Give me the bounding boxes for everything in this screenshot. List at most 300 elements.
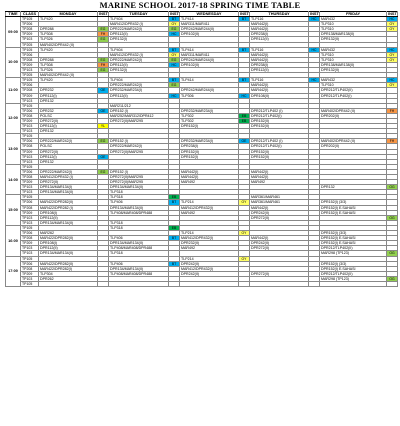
friday-course-cell: DPR212/TLP402(II): [320, 88, 387, 93]
tuesday-instructor-cell: EG: [169, 27, 180, 32]
thursday-course-cell: TLP116: [250, 47, 309, 52]
classroom-cell: TP206: [21, 108, 39, 113]
tuesday-course-cell: DPR152 (I): [109, 139, 169, 144]
monday-course-cell: TLP326: [39, 37, 98, 42]
tuesday-course-cell: DPR134/MAR134(II): [109, 185, 169, 190]
monday-course-cell: DPR262: [39, 276, 98, 281]
tuesday-course-cell: DPR222/MAR242(I): [109, 57, 169, 62]
monday-course-cell: MAR422/DPR282(II): [39, 261, 98, 266]
tuesday-course-cell: DPR134/MAR134(II): [109, 241, 169, 246]
wednesday-course-cell: MAR311/MAR411: [180, 22, 239, 27]
thursday-course-cell: TLP116: [250, 17, 309, 22]
friday-instructor-cell: OY: [387, 27, 398, 32]
friday-instructor-cell: HC: [387, 47, 398, 52]
thursday-course-cell: MAR361/MAR461: [250, 195, 309, 200]
header-friday: FRIDAY: [320, 12, 387, 17]
monday-course-cell: DPR108(I): [39, 210, 98, 215]
friday-course-cell: DPR212/TLP402(II): [320, 271, 387, 276]
thursday-course-cell: MAR442(I): [250, 52, 309, 57]
tuesday-instructor-cell: EG: [169, 57, 180, 62]
friday-course-cell: DPR132(II): [320, 68, 387, 73]
thursday-course-cell: DPR152(II): [250, 124, 309, 129]
monday-course-cell: MAR422/DPR282(II): [39, 200, 98, 205]
wednesday-course-cell: MAR492: [180, 180, 239, 185]
friday-course-cell: DPR152(I) E.SAHASI: [320, 241, 387, 246]
classroom-cell: TP208: [21, 27, 39, 32]
friday-instructor-cell: OY: [387, 52, 398, 57]
classroom-cell: TP206: [21, 52, 39, 57]
classroom-cell: TP209: [21, 241, 39, 246]
thursday-course-cell: DPR272(II): [250, 246, 309, 251]
thursday-course-cell: DPR272(II): [250, 215, 309, 220]
classroom-cell: TP105: [21, 256, 39, 261]
classroom-cell: TP206: [21, 200, 39, 205]
header-time: TIME: [6, 12, 21, 17]
friday-course-cell: DPR138/MAR138(II): [320, 32, 387, 37]
thursday-course-cell: DPR272(II): [250, 271, 309, 276]
classroom-cell: TP209: [21, 180, 39, 185]
thursday-course-cell: MAR492: [250, 180, 309, 185]
wednesday-course-cell: DPR102(II): [180, 32, 239, 37]
wednesday-course-cell: MAR442(I): [180, 169, 239, 174]
friday-course-cell: DPR132(II): [320, 37, 387, 42]
wednesday-instructor-cell: [239, 281, 250, 286]
monday-course-cell: DPR112(II): [39, 215, 98, 220]
wednesday-instructor-cell: BT: [239, 17, 250, 22]
tuesday-course-cell: DPR232/MAR234(I): [109, 88, 169, 93]
header-inst: INST: [99, 11, 108, 16]
tuesday-course-cell: TLP318: [109, 190, 169, 195]
monday-course-cell: TLP420: [39, 47, 98, 52]
tuesday-course-cell: TLP404: [109, 47, 169, 52]
wednesday-instructor-cell: OE: [239, 139, 250, 144]
thursday-course-cell: DPR238(I): [250, 62, 309, 67]
wednesday-instructor-cell: OY: [239, 231, 250, 236]
friday-course-cell: DPR152(I) (3/3): [320, 200, 387, 205]
friday-course-cell: DPR152(I) E.SAHASI: [320, 236, 387, 241]
classroom-cell: TP209: [21, 118, 39, 123]
classroom-cell: TP209: [21, 93, 39, 98]
classroom-cell: TP103: [21, 98, 39, 103]
monday-course-cell: DPR132: [39, 98, 98, 103]
friday-course-cell: DPR132: [320, 185, 387, 190]
time-slot: 11:00: [6, 78, 21, 103]
friday-course-cell: MAR432: [320, 17, 387, 22]
monday-course-cell: DPR132: [39, 129, 98, 134]
monday-instructor-cell: FH: [98, 62, 109, 67]
tuesday-instructor-cell: BT: [169, 78, 180, 83]
tuesday-instructor-cell: EB: [169, 225, 180, 230]
friday-course-cell: DPR202(II): [320, 113, 387, 118]
classroom-cell: TP208: [21, 57, 39, 62]
classroom-cell: TP103: [21, 220, 39, 225]
thursday-course-cell: MAR442(I): [250, 169, 309, 174]
monday-course-cell: TLP308: [39, 62, 98, 67]
thursday-course-cell: DPR242(II): [250, 210, 309, 215]
monday-instructor-cell: EG: [98, 169, 109, 174]
tuesday-course-cell: [109, 281, 169, 286]
classroom-cell: TP103: [21, 190, 39, 195]
header-inst: INST: [240, 11, 249, 16]
wednesday-course-cell: MAR442(I): [180, 175, 239, 180]
monday-course-cell: DPR222/MAR242(I): [39, 139, 98, 144]
monday-course-cell: DPR134/MAR134(II): [39, 251, 98, 256]
wednesday-course-cell: MAR412/DPR432(I): [180, 266, 239, 271]
monday-course-cell: MAR402/DPR442 (II): [39, 73, 98, 78]
classroom-cell: TP206: [21, 139, 39, 144]
monday-course-cell: DPR272(II): [39, 149, 98, 154]
monday-course-cell: MAR422/DPR282(II): [39, 236, 98, 241]
classroom-cell: TP209: [21, 62, 39, 67]
monday-instructor-cell: OE: [98, 108, 109, 113]
tuesday-course-cell: TLP408/MAR408/DPR488: [109, 271, 169, 276]
tuesday-course-cell: MAR252/MAR312/DPR412: [109, 113, 169, 118]
thursday-instructor-cell: HC: [309, 47, 320, 52]
wednesday-instructor-cell: OY: [239, 256, 250, 261]
monday-course-cell: DPR112(I): [39, 124, 98, 129]
monday-instructor-cell: EG: [98, 68, 109, 73]
friday-course-cell: [320, 281, 387, 286]
table-row: [6, 205, 398, 210]
friday-course-cell: MAR402/DPR442 (II): [320, 139, 387, 144]
time-slot: 17:00: [6, 256, 21, 287]
tuesday-course-cell: TLP404: [109, 17, 169, 22]
table-row: [6, 281, 398, 286]
wednesday-course-cell: DPR242(II): [180, 261, 239, 266]
tuesday-course-cell: TLP406: [109, 200, 169, 205]
classroom-cell: TP105: [21, 17, 39, 22]
timetable: [5, 11, 398, 287]
wednesday-course-cell: DPR242/MAR244(II): [180, 57, 239, 62]
monday-course-cell: TLP326: [39, 68, 98, 73]
wednesday-course-cell: DPR102(II): [180, 62, 239, 67]
timetable-body: [6, 17, 398, 287]
thursday-course-cell: MAR442(I): [250, 205, 309, 210]
classroom-cell: TP206: [21, 169, 39, 174]
tuesday-course-cell: DPR272(II)/MAR295: [109, 118, 169, 123]
classroom-cell: TP103: [21, 215, 39, 220]
classroom-cell: TP103: [21, 154, 39, 159]
friday-instructor-cell: FH: [387, 139, 398, 144]
tuesday-instructor-cell: HC: [169, 32, 180, 37]
monday-course-cell: MAR422/DPR282(I): [39, 266, 98, 271]
monday-course-cell: DPR272(II): [39, 118, 98, 123]
friday-instructor-cell: OG: [387, 185, 398, 190]
monday-course-cell: DPR134/MAR134(II): [39, 220, 98, 225]
monday-course-cell: DPR108(I): [39, 241, 98, 246]
friday-course-cell: MAR432: [320, 78, 387, 83]
friday-course-cell: DPR152(I) E.SAHASI: [320, 266, 387, 271]
wednesday-course-cell: TLP214: [180, 256, 239, 261]
header-class: CLASS: [21, 12, 39, 17]
thursday-course-cell: DPR152(II): [250, 149, 309, 154]
time-slot: 10:00: [6, 47, 21, 78]
classroom-cell: TP208: [21, 175, 39, 180]
wednesday-course-cell: DPR242/MAR244(II): [180, 88, 239, 93]
classroom-cell: TP105: [21, 47, 39, 52]
classroom-cell: TP103: [21, 37, 39, 42]
tuesday-course-cell: TLP404: [109, 78, 169, 83]
tuesday-course-cell: TLP406: [109, 236, 169, 241]
friday-course-cell: MAR402/DPR442 (II): [320, 108, 387, 113]
thursday-course-cell: DPR112(II): [250, 68, 309, 73]
thursday-course-cell: MAR442(I): [250, 27, 309, 32]
thursday-course-cell: MAR442(I): [250, 88, 309, 93]
wednesday-course-cell: DPR152(I): [180, 124, 239, 129]
monday-course-cell: [39, 281, 98, 286]
classroom-cell: TP206: [21, 231, 39, 236]
friday-instructor-cell: OG: [387, 251, 398, 256]
tuesday-course-cell: DPR272(II)/MAR295: [109, 180, 169, 185]
tuesday-course-cell: DPR132(I): [109, 68, 169, 73]
tuesday-course-cell: DPR112(II): [109, 32, 169, 37]
tuesday-instructor-cell: EG: [169, 83, 180, 88]
wednesday-course-cell: TLP214: [180, 200, 239, 205]
wednesday-instructor-cell: EB: [239, 118, 250, 123]
tuesday-course-cell: MAR211/212: [109, 103, 169, 108]
thursday-course-cell: MAR442(I): [250, 236, 309, 241]
monday-course-cell: DPR272(II): [39, 180, 98, 185]
thursday-course-cell: MAR442(I): [250, 175, 309, 180]
tuesday-instructor-cell: BT: [169, 236, 180, 241]
friday-instructor-cell: HC: [387, 17, 398, 22]
monday-course-cell: DPR112(II): [39, 246, 98, 251]
thursday-instructor-cell: [309, 281, 320, 286]
friday-course-cell: MAR432: [320, 47, 387, 52]
tuesday-instructor-cell: HC: [169, 93, 180, 98]
tuesday-course-cell: DPR222/MAR242(I): [109, 83, 169, 88]
friday-instructor-cell: OG: [387, 276, 398, 281]
time-slot: 12:00: [6, 103, 21, 134]
time-slot: 15:00: [6, 195, 21, 226]
tuesday-course-cell: DPR152 (I): [109, 169, 169, 174]
wednesday-course-cell: DPR232/MAR234(I): [180, 139, 239, 144]
friday-course-cell: TLP310: [320, 27, 387, 32]
wednesday-course-cell: TLP214: [180, 231, 239, 236]
tuesday-instructor-cell: BT: [169, 47, 180, 52]
thursday-course-cell: MAR442(I): [250, 83, 309, 88]
tuesday-instructor-cell: OY: [169, 52, 180, 57]
tuesday-course-cell: TLP318: [109, 225, 169, 230]
wednesday-course-cell: MAR412/DPR432(I): [180, 205, 239, 210]
tuesday-course-cell: DPR132(I): [109, 37, 169, 42]
wednesday-instructor-cell: EB: [239, 113, 250, 118]
wednesday-course-cell: DPR238(I): [180, 144, 239, 149]
monday-course-cell: TLP304: [39, 271, 98, 276]
friday-course-cell: DPR202(II): [320, 144, 387, 149]
classroom-cell: TP105: [21, 164, 39, 169]
classroom-cell: TP208: [21, 113, 39, 118]
monday-course-cell: TLP308: [39, 32, 98, 37]
header-tuesday: TUESDAY: [109, 12, 169, 17]
friday-course-cell: TLP310: [320, 52, 387, 57]
thursday-course-cell: DPR212/TLP402(I): [250, 113, 309, 118]
classroom-cell: TP206: [21, 261, 39, 266]
thursday-course-cell: [250, 281, 309, 286]
wednesday-course-cell: TLP414: [180, 78, 239, 83]
wednesday-course-cell: DPR242/MAR244(II): [180, 27, 239, 32]
classroom-cell: TP209: [21, 32, 39, 37]
page-title: MARINE SCHOOL 2017-18 SPRING TIME TABLE: [99, 0, 301, 10]
table-row: [6, 139, 398, 144]
friday-course-cell: DPR152(I) E.SAHASI: [320, 205, 387, 210]
tuesday-course-cell: TLP408/MAR408/DPR488: [109, 210, 169, 215]
monday-course-cell: DPR134/MAR134(II): [39, 190, 98, 195]
monday-instructor-cell: EG: [98, 27, 109, 32]
tuesday-course-cell: DPR222/MAR242(I): [109, 144, 169, 149]
classroom-cell: TP205: [21, 73, 39, 78]
tuesday-course-cell: DPR134/MAR134(II): [109, 266, 169, 271]
classroom-cell: TP105: [21, 195, 39, 200]
friday-course-cell: DPR212/TLP402(I): [320, 93, 387, 98]
monday-course-cell: DPR288: [39, 27, 98, 32]
friday-instructor-cell: OY: [387, 57, 398, 62]
header-inst: INST: [310, 11, 319, 16]
monday-instructor-cell: OE: [98, 88, 109, 93]
tuesday-course-cell: DPR272(II)/MAR295: [109, 149, 169, 154]
friday-instructor-cell: OY: [387, 83, 398, 88]
thursday-course-cell: DPR112(II): [250, 37, 309, 42]
monday-course-cell: POLSC: [39, 113, 98, 118]
classroom-cell: TP208: [21, 144, 39, 149]
monday-course-cell: MAR402/DPR442 (II): [39, 42, 98, 47]
wednesday-course-cell: [180, 281, 239, 286]
classroom-cell: TP208: [21, 236, 39, 241]
friday-course-cell: TLP310: [320, 83, 387, 88]
monday-course-cell: DPR222/MAR242(I): [39, 169, 98, 174]
tuesday-instructor-cell: BT: [169, 200, 180, 205]
tuesday-course-cell: TLP318: [109, 195, 169, 200]
monday-course-cell: DPR132: [39, 159, 98, 164]
wednesday-course-cell: DPR232/MAR234(I): [180, 108, 239, 113]
classroom-cell: TP103: [21, 129, 39, 134]
monday-course-cell: DPR232: [39, 88, 98, 93]
friday-instructor-cell: OY: [387, 22, 398, 27]
monday-course-cell: DPR288: [39, 57, 98, 62]
wednesday-course-cell: TLP414: [180, 47, 239, 52]
thursday-course-cell: DPR108(II): [250, 93, 309, 98]
wednesday-instructor-cell: BT: [239, 47, 250, 52]
classroom-cell: TP105: [21, 134, 39, 139]
classroom-cell: TP105: [21, 78, 39, 83]
classroom-cell: TP105: [21, 103, 39, 108]
classroom-cell: TP206: [21, 83, 39, 88]
thursday-course-cell: DPR212/TLP402 (I): [250, 139, 309, 144]
wednesday-course-cell: MAR311/MAR411: [180, 52, 239, 57]
tuesday-instructor-cell: HC: [169, 62, 180, 67]
tuesday-course-cell: DPR152 (I): [109, 108, 169, 113]
tuesday-instructor-cell: [169, 281, 180, 286]
wednesday-course-cell: MAR492: [180, 246, 239, 251]
thursday-course-cell: DPR152(II): [250, 154, 309, 159]
thursday-course-cell: DPR242(II): [250, 241, 309, 246]
classroom-cell: TP208: [21, 88, 39, 93]
monday-course-cell: MAR262: [39, 231, 98, 236]
thursday-instructor-cell: HC: [309, 17, 320, 22]
friday-course-cell: MAR298 (TP123): [320, 276, 387, 281]
friday-course-cell: DPR138/MAR138(II): [320, 62, 387, 67]
classroom-cell: TP209: [21, 210, 39, 215]
thursday-course-cell: DPR152(II): [250, 118, 309, 123]
friday-course-cell: TLP310: [320, 57, 387, 62]
tuesday-instructor-cell: BT: [169, 17, 180, 22]
thursday-course-cell: DPR212/TLP402 (I): [250, 108, 309, 113]
classroom-cell: TP105: [21, 281, 39, 286]
friday-course-cell: DPR152(I) (3/3): [320, 261, 387, 266]
tuesday-course-cell: MAR412/DPR432 (I): [109, 52, 169, 57]
header-inst: INST: [170, 11, 179, 16]
thursday-instructor-cell: HC: [309, 78, 320, 83]
monday-course-cell: TLP420: [39, 78, 98, 83]
classroom-cell: TP103: [21, 251, 39, 256]
monday-course-cell: MAR422/DPR282 (I): [39, 205, 98, 210]
tuesday-instructor-cell: BT: [169, 261, 180, 266]
monday-instructor-cell: EG: [98, 57, 109, 62]
monday-course-cell: DPR134/MAR134(I): [39, 185, 98, 190]
tuesday-instructor-cell: OY: [169, 22, 180, 27]
wednesday-course-cell: TLP302: [180, 113, 239, 118]
tuesday-course-cell: DPR272(II)/MAR295: [109, 175, 169, 180]
classroom-cell: TP103: [21, 124, 39, 129]
header-wednesday: WEDNESDAY: [180, 12, 239, 17]
time-slot: 14:00: [6, 164, 21, 195]
friday-instructor-cell: FH: [387, 108, 398, 113]
classroom-cell: TP105: [21, 225, 39, 230]
friday-instructor-cell: [387, 281, 398, 286]
friday-instructor-cell: HC: [387, 78, 398, 83]
wednesday-course-cell: DPR232(II): [180, 241, 239, 246]
monday-course-cell: POLSC: [39, 144, 98, 149]
wednesday-course-cell: DPR152(I): [180, 154, 239, 159]
header-inst: INST: [388, 11, 397, 16]
tuesday-course-cell: TLP408/MAR408/DPR488: [109, 246, 169, 251]
thursday-course-cell: DPR212/TLP402(I): [250, 144, 309, 149]
time-slot: 09:00: [6, 17, 21, 48]
wednesday-course-cell: MAR492: [180, 210, 239, 215]
table-row: [6, 236, 398, 241]
classroom-cell: TP206: [21, 22, 39, 27]
classroom-cell: TP208: [21, 205, 39, 210]
classroom-cell: TP103: [21, 68, 39, 73]
wednesday-instructor-cell: OY: [239, 200, 250, 205]
classroom-cell: TP209: [21, 149, 39, 154]
wednesday-course-cell: TLP306: [180, 93, 239, 98]
friday-instructor-cell: OG: [387, 215, 398, 220]
classroom-cell: TP103: [21, 185, 39, 190]
friday-course-cell: MAR298 (TP123): [320, 251, 387, 256]
tuesday-course-cell: MAR412/DPR432 (I): [109, 22, 169, 27]
friday-course-cell: TLP310: [320, 22, 387, 27]
classroom-cell: TP205: [21, 42, 39, 47]
thursday-course-cell: MAR442(I): [250, 22, 309, 27]
wednesday-course-cell: DPR152(II): [180, 149, 239, 154]
wednesday-instructor-cell: BT: [239, 78, 250, 83]
tuesday-course-cell: TLP318: [109, 220, 169, 225]
wednesday-course-cell: TLP414: [180, 17, 239, 22]
classroom-cell: TP208: [21, 266, 39, 271]
monday-course-cell: DPR112(I): [39, 93, 98, 98]
time-slot: 13:00: [6, 134, 21, 165]
wednesday-course-cell: MAR412/DPR432(I): [180, 236, 239, 241]
monday-instructor-cell: [98, 281, 109, 286]
header-monday: MONDAY: [39, 12, 98, 17]
friday-course-cell: DPR212/TLP402(II): [320, 246, 387, 251]
friday-course-cell: DPR152(I) E.SAHASI: [320, 210, 387, 215]
header-thursday: THURSDAY: [250, 12, 309, 17]
monday-course-cell: MAR412/DPR432 (I): [39, 175, 98, 180]
wednesday-course-cell: TLP302: [180, 118, 239, 123]
wednesday-instructor-cell: HC: [239, 93, 250, 98]
